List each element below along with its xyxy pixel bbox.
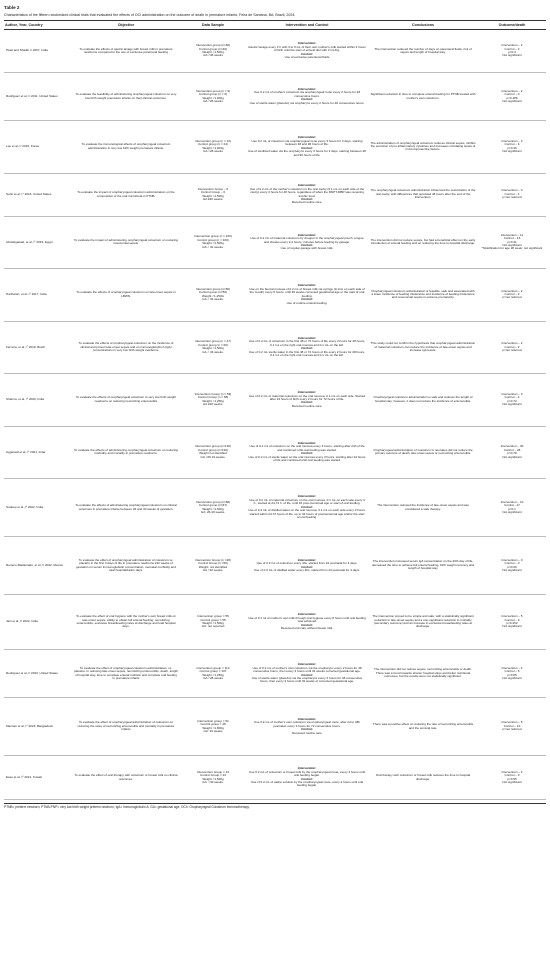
cell-data-sample — [180, 73, 246, 121]
sample-line: GA <28 weeks — [203, 149, 223, 154]
outcome-line: Intervention – 0 — [501, 188, 523, 193]
table-footnote: PTNB= preterm newborn; PTNB-PNP= very low birth weight preterm newborn; IgA= Immunoglobulin A; GA= gestational age; OCI= Oropharyngeal Colostrum Immunotherapy. — [4, 803, 546, 809]
cell-objective: To evaluate the effect of oropharyngeal administration of colostrum vs. placebo in the first 4 days of life in premature newborns ≤32 weeks of gestation on serum immunoglobulin concentration, neonatal morbidity and total hospitalization days. — [72, 537, 180, 595]
cell-author: Aggarwal et al.,¹⁹ 2021, India — [4, 426, 72, 479]
sample-line: Weight <1,500g — [202, 346, 224, 351]
table-row — [4, 426, 546, 479]
intervention-heading: Intervention: — [297, 335, 317, 340]
cell-conclusion: The intervention increased serum IgA concentration on the 20th day of life, decreased the time to achieve full enteral feeding, birth weight recovery and length of hospital stay — [368, 537, 478, 595]
intervention-heading: Intervention: — [297, 390, 317, 395]
outcome-line: p=not referred — [502, 347, 522, 352]
cell-data-sample — [180, 426, 246, 479]
table-row — [4, 756, 546, 800]
sample-line: Intervention group = 55 — [197, 614, 229, 619]
intervention-text: Use of 0.2 mL of the mother's colostrum in the oral cavity (0.1 mL on each side of the cavity) every 3 hours for 48 hours, regardless of when the RNPT-MBP was receiving trophic food. — [249, 186, 365, 198]
sample-line: Control group (n = 66) — [198, 342, 228, 347]
sample-line: Weight: not identified — [198, 564, 228, 569]
cell-outcome — [478, 698, 546, 756]
table-row — [4, 595, 546, 650]
outcome-line: Intervention – 2 — [501, 43, 523, 48]
intervention-text: Gastric lavage every 3 h with 3 to 5 mL of their own mother's milk started within 4 hours of birth until the start of enteral diet with 3 mL/Kg. — [248, 44, 366, 53]
table-row — [4, 173, 546, 216]
cell-intervention-control — [246, 426, 368, 479]
intervention-text: Use of 0.2 mL of colostrum in the first 48 or 72 hours of life every 2 hours for 48 hours, 0.1 mL on the right oral mucosa and 0.1 mL on the left. — [248, 339, 366, 347]
outcome-line: Control – 4 — [504, 395, 520, 400]
sample-line: Weight <1,250G — [201, 293, 225, 298]
outcome-line: p=not referred — [502, 727, 522, 732]
sample-line: Intervention group (n=68) — [195, 499, 231, 504]
sample-line: Intervention Group – 6 — [197, 186, 229, 191]
cell-intervention-control — [246, 30, 368, 73]
cell-outcome — [478, 374, 546, 427]
control-heading: Control: — [301, 622, 313, 627]
outcome-line: Control – 5 — [504, 669, 520, 674]
outcome-line: p=0.1 — [508, 506, 516, 511]
cell-objective: To evaluate the impact of administering oropharyngeal colostrum on reducing nosocomial sepsis. — [72, 216, 180, 269]
cell-objective: To evaluate the feasibility of administering oropharyngeal colostrum to very low birth weight premature infants on their clinical outcomes. — [72, 73, 180, 121]
table-row — [4, 374, 546, 427]
cell-intervention-control — [246, 698, 368, 756]
control-text: Use of 0.2 mL of sterile water on the oral mucosa every 3 hours, starting after 24 hours of life and continued until oral feeding was started. — [248, 454, 366, 463]
cell-author: Romero-Maldonado, et al.,²¹ 2022, Mexico — [4, 537, 72, 595]
cell-objective: To evaluate the effect of oral therapy with colostrum or breast milk on clinical outcomes. — [72, 756, 180, 800]
outcome-line: Control – 9 — [504, 617, 520, 622]
intervention-text: Use of 0.2 mL of maternal colostrum on the oral mucosa, 0.1 mL on each side every 3 h., started at 24-72 h. of life, until 32 post-menstrual age or start of oral feeding. — [249, 497, 365, 506]
sample-line: Control group = 48 — [200, 722, 226, 727]
table-header — [4, 21, 546, 30]
cell-data-sample — [180, 30, 246, 73]
header-data-sample: Data Sample — [180, 21, 246, 30]
cell-intervention-control — [246, 73, 368, 121]
cell-outcome — [478, 537, 546, 595]
header-objective: Objective — [72, 21, 180, 30]
cell-author: Rodriguez et al.,²³ 2023, United States — [4, 650, 72, 698]
control-text: Received routine care — [292, 730, 322, 735]
outcome-line: Control – 0 — [504, 92, 520, 97]
cell-intervention-control — [246, 537, 368, 595]
sample-line: Weight <1,003g — [202, 145, 224, 150]
sample-line: Intervention group (n = 100) — [194, 234, 232, 239]
outcome-line: Intervention – 0 — [501, 557, 523, 562]
sample-line: Intervention group (n = 24) — [195, 138, 231, 143]
intervention-text: Use 0.2 mL of mother's colostrum via oropharyngeal route every 2 hours for 48 consecutive hours. — [253, 90, 361, 98]
sample-line: GA: 26-30 weeks. — [200, 509, 226, 514]
control-text: Use of routine enteral feeding. — [286, 300, 328, 305]
outcome-line: Intervention – 2 — [501, 288, 523, 293]
cell-conclusion: The intervention reduced the incidence of late-onset sepsis and was considered a safe therapy. — [368, 479, 478, 537]
sample-line: Intervention group = 52 — [197, 718, 229, 723]
intervention-heading: Intervention: — [297, 232, 317, 237]
intervention-text: Use of 0.1 ml of mother's own milk through oral hygiene every 8 hours until oral feeding was achieved — [248, 615, 366, 624]
outcome-line: Control – 0 — [504, 561, 520, 566]
control-heading: Control: — [301, 400, 313, 405]
sample-line: Control group (n = 6) — [198, 92, 228, 97]
control-text: Use of 0.2 mL sterile water in the first 48 or 72 hours of life every 2 hours for 48 hours, 0.1 mL on the right oral mucosa and 0.1 mL on the left. — [248, 349, 366, 358]
cell-conclusion: The intervention did not reduce sepsis, necrotizing enterocolitis or death. There was a trend towards shorter hospital stays and better nutritional outcomes, but the results were not statistically significant. — [368, 650, 478, 698]
sample-line: Control group = 55 — [200, 617, 226, 622]
table-row — [4, 698, 546, 756]
outcome-line: p=0.3 — [508, 50, 516, 54]
sample-line: Control Group – 6 — [200, 190, 226, 195]
intervention-heading: Intervention: — [297, 86, 317, 91]
cell-intervention-control — [246, 479, 368, 537]
sample-line: GA <28 weeks — [203, 675, 223, 680]
table-body — [4, 30, 546, 800]
cell-author: Sharma, et al.,¹⁸ 2020, India — [4, 374, 72, 427]
cell-objective: To evaluate the effects of oropharyngeal colostrum on late-onset sepsis in LBWN. — [72, 269, 180, 322]
cell-conclusion: Oropharyngeal colostrum administration is safe and reduces the length of hospital stay; however, it does not reduce the incidence of enterocolitis. — [368, 374, 478, 427]
control-text: Received oral care without breast milk. — [280, 626, 334, 631]
control-heading: Control: — [301, 727, 313, 732]
outcome-line: Control – 2 — [504, 292, 520, 297]
sample-line: GA ≤30 weeks. — [202, 196, 224, 201]
sample-line: GA < 32 weeks. — [202, 244, 224, 249]
intervention-text: Use of 0.2 mL of maternal colostrum on the oral mucosa, 0.1 mL on each side. Started after 24 hours of birth every 2 hours for 72 hours of life. — [248, 393, 366, 402]
control-text: Use of sterilized water via the oropharynx every 3 hours for 3 days, starting between 48 and 96 hours of life. — [248, 149, 366, 157]
cell-data-sample — [180, 216, 246, 269]
table-label: Table 2 — [4, 5, 20, 10]
sample-line: GA <26-31 weeks. — [200, 454, 226, 459]
sample-line: Control group (n = 100) — [197, 237, 229, 242]
outcome-line: Not significant — [502, 675, 522, 680]
cell-data-sample — [180, 121, 246, 174]
outcome-line: Intervention – 3 — [501, 391, 523, 396]
cell-outcome — [478, 650, 546, 698]
control-text: Use of 0.2 mL of distilled water on the oral mucosa, 0.1 mL on each side every 3 hours, started within 24-72 hours of life, up to 32 hours of postmenstrual age and/or the start of oral feeding. — [248, 508, 366, 520]
table-row — [4, 121, 546, 174]
sample-line: Control group (n = 24) — [198, 142, 228, 147]
sample-line: Intervention group (n=56) — [195, 286, 231, 291]
cell-outcome — [478, 595, 546, 650]
cell-intervention-control — [246, 374, 368, 427]
intervention-text: Use of 0.3 mL of colostrum every 4hs, started from 24 postnatal for 4 days. — [256, 561, 358, 566]
cell-objective: To evaluate the effect of oropharyngeal administration of colostrum on reducing the rates of necrotizing enterocolitis and mortality in premature infants — [72, 698, 180, 756]
outcome-line: p=not referred — [502, 295, 522, 300]
cell-intervention-control — [246, 216, 368, 269]
table-row — [4, 650, 546, 698]
outcome-line: Not significant — [502, 402, 522, 407]
sample-line: Intervention group = 113 — [196, 665, 230, 670]
cell-author: Sudeep et al.,²⁰ 2022, India. — [4, 479, 72, 537]
sample-line: GA <36 weeks — [203, 53, 223, 58]
cell-author: Lee et al.,¹³ 2015, Korea — [4, 121, 72, 174]
intervention-text: Use 0.2 mL of colostrum via oropharyngeal route every 3 hours for 3 days, starting between 48 and 96 hours of life. — [251, 138, 363, 147]
intervention-text: Use of 0.2 mL of maternal colostrum by dropper in the oropharyngeal pouch, tongue and cheeks every 2-4 hours, minutes before feeding by gavage. — [250, 236, 364, 244]
outcome-line: Not significant — [502, 242, 522, 247]
cell-outcome — [478, 269, 546, 322]
control-text: Use of 0.3 mL of distilled water every 4hs, started from 24 postnatal for 4 days. — [253, 567, 361, 572]
sample-line: Weight <1,500g — [202, 776, 224, 781]
table-row — [4, 73, 546, 121]
cell-conclusion: Oropharyngeal colostrum administration is feasible, safe and associated with a lower incidence of feeding intolerance and incidence of feeding intolerance and nosocomial sepsis in extreme prematurity. — [368, 269, 478, 322]
sample-line: Intervention Group (n =48) — [195, 557, 231, 562]
intervention-heading: Intervention: — [297, 557, 317, 562]
sample-line: Control Group (n =50) — [198, 561, 228, 566]
cell-author: Hariharan, et al.,¹⁶ 2017, India — [4, 269, 72, 322]
cell-data-sample — [180, 650, 246, 698]
cell-intervention-control — [246, 650, 368, 698]
outcome-line: p=0.95 — [507, 776, 517, 781]
outcome-line: Intervention – 11 — [500, 232, 524, 237]
header-intervention-control: Intervention and Control — [246, 21, 368, 30]
intervention-heading: Intervention: — [297, 440, 317, 445]
cell-outcome — [478, 30, 546, 73]
intervention-heading: Intervention: — [297, 766, 317, 771]
sample-line: Weight <1,500g — [202, 506, 224, 511]
cell-data-sample — [180, 374, 246, 427]
cell-data-sample — [180, 537, 246, 595]
outcome-line: Control – 6 — [504, 142, 520, 147]
sample-line: GA <28 weeks — [203, 98, 223, 103]
sample-line: GA ≤30 weeks. — [202, 402, 224, 407]
cell-data-sample — [180, 173, 246, 216]
cell-intervention-control — [246, 121, 368, 174]
table-row — [4, 321, 546, 374]
cell-author: Ferreira, et al.,¹⁷ 2019, Brazil — [4, 321, 72, 374]
outcome-line: Not significant — [502, 779, 522, 784]
control-heading: Control: — [301, 672, 313, 677]
control-text: Received routine care. — [291, 200, 323, 205]
control-text: Use of sterile water (placebo) via the oropharynx every 2 hours for 48 consecutive hours, then every 3 hours until 32 weeks of corrected gestational age. — [251, 675, 363, 684]
cell-data-sample — [180, 756, 246, 800]
cell-intervention-control — [246, 756, 368, 800]
sample-line: Intervention Group (n = 59) — [194, 391, 232, 396]
cell-objective: To evaluate the effect of oral hygiene with the mother's own breast milk on late-onset sepsis, ability to obtain full enteral feeding, necrotizing enterocolitis, exclusive breastfeeding rates at discharge and total hospital days. — [72, 595, 180, 650]
cell-outcome — [478, 479, 546, 537]
intervention-heading: Intervention: — [297, 716, 317, 721]
intervention-text: Use on the buccal mucosa of 0.2 mL of breast milk via syringe (0.1mL on each side of the mouth) every 6 hours, until 30 weeks corrected gestational age or the start of oral feeding. — [249, 286, 365, 298]
table-row — [4, 216, 546, 269]
outcome-line: Control – 0 — [504, 773, 520, 778]
sample-line: Weight <1,500g — [202, 50, 224, 54]
cell-outcome — [478, 756, 546, 800]
sample-line: Weight <1,500g — [202, 621, 224, 625]
cell-conclusion: The intervention reduced the number of days on parenteral fluids, risk of sepsis and length of hospital stay. — [368, 30, 478, 73]
cell-conclusion: This study could not confirm the hypothesis that oropharyngeal administration of maternal colostrum can reduce the incidence of late-onset sepsis and increase IgA levels. — [368, 321, 478, 374]
cell-conclusion: Oral therapy with colostrum or breast milk reduces the time to hospital discharge. — [368, 756, 478, 800]
cell-objective: To evaluate the effects of administering oropharyngeal colostrum on clinical outcomes in premature infants between 26 and 30 weeks of gestation. — [72, 479, 180, 537]
intervention-heading: Intervention: — [297, 494, 317, 499]
outcome-line: Control – 10 — [503, 723, 521, 728]
sample-line: Intervention group (n=60) — [195, 43, 231, 48]
sample-line: Weight <1,000g — [202, 95, 224, 100]
control-text: Use of sterile water (placebo) via oropharynx every 2 hours for 48 consecutive hours. — [249, 100, 365, 105]
outcome-line: Intervention – 5 — [501, 614, 523, 619]
cell-outcome — [478, 216, 546, 269]
cell-conclusion: Significant reduction in time to complete enteral feeding for PTNB treated with mother's own colostrum. — [368, 73, 478, 121]
sample-line: Intervention group (n=130) — [195, 444, 231, 449]
cell-intervention-control — [246, 173, 368, 216]
intervention-heading: Intervention: — [297, 662, 317, 667]
sample-line: GA: not reported — [201, 624, 225, 629]
control-heading: Control: — [301, 451, 313, 456]
outcome-line: Not significant — [502, 567, 522, 572]
cell-objective: To evaluate the effects of oropharyngeal colostrum to very low birth weight newborns on reducing necrotizing enterocolitis — [72, 374, 180, 427]
outcome-line: Not significant — [502, 53, 522, 58]
outcome-line: Intervention – 3 — [501, 138, 523, 143]
cell-author: Rodriguez et al.,¹² 2011, United States — [4, 73, 72, 121]
outcome-line: p=0.85 — [507, 672, 517, 677]
sample-line: Weight <1,500g — [202, 193, 224, 198]
control-heading: Control: — [301, 504, 313, 509]
sample-line: Weight <1,250g — [202, 672, 224, 677]
outcome-line: p=0.72 — [507, 398, 517, 403]
intervention-heading: Intervention: — [297, 41, 317, 46]
intervention-heading: Intervention: — [297, 612, 317, 617]
cell-outcome — [478, 321, 546, 374]
outcome-line: *Stratification for age 28 week: not significant — [481, 246, 543, 251]
sample-line: GA: <33 weeks. — [202, 779, 224, 784]
intervention-heading: Intervention: — [297, 183, 317, 188]
trials-table — [4, 20, 546, 800]
table-row — [4, 30, 546, 73]
cell-outcome — [478, 426, 546, 479]
control-heading: Control: — [301, 242, 313, 247]
outcome-line: Not significant — [502, 98, 522, 103]
sample-line: GA < 32 weeks. — [202, 297, 224, 302]
sample-line: Control group (n=67) — [198, 503, 228, 508]
table-row — [4, 537, 546, 595]
outcome-line: p=0.06 — [507, 564, 517, 569]
cell-conclusion: The administration of oropharyngeal colostrum reduces clinical sepsis, inhibits the secretion of pro-inflammatory cytokines and increases circulating levels of immunoprotective factors. — [368, 121, 478, 174]
header-conclusions: Conclusions — [368, 21, 478, 30]
cell-author: Patel and Shaikh,¹¹ 2007, India — [4, 30, 72, 73]
control-heading: Control: — [301, 346, 313, 351]
sample-line: Weight <1,800g — [202, 725, 224, 730]
sample-line: Weight not identified — [199, 451, 227, 456]
outcome-line: Not significant — [502, 509, 522, 514]
cell-author: Abd-Elgawad, et al.,¹⁵ 2019, Egypt — [4, 216, 72, 269]
outcome-line: Control – 1 — [504, 191, 520, 196]
cell-objective: To evaluate the effects of gastric lavage with breast milk in premature newborns compared to the use of exclusive parenteral feeding — [72, 30, 180, 73]
intervention-text: Use of 0.2 mL of colostrum on the oral mucosa every 3 hours, starting after 24h of life and continued until oral feeding was started. — [249, 444, 365, 452]
outcome-line: Intervention – 2 — [501, 88, 523, 93]
sample-line: Control Group (n = 58) — [197, 395, 229, 400]
outcome-line: Intervention – 30 — [500, 444, 524, 449]
cell-author: Easo et al.,²⁵ 2021, Kuwait — [4, 756, 72, 800]
control-heading: Control: — [301, 145, 313, 150]
outcome-line: p=0.78 — [507, 451, 517, 456]
cell-intervention-control — [246, 321, 368, 374]
cell-outcome — [478, 73, 546, 121]
outcome-line: Control – 2 — [504, 344, 520, 349]
control-heading: Control: — [301, 776, 313, 781]
header-author: Author, Year, Country — [4, 21, 72, 30]
cell-data-sample — [180, 269, 246, 322]
cell-intervention-control — [246, 269, 368, 322]
control-heading: Control: — [301, 297, 313, 302]
intervention-text: Use 0.2 mL of colostrum or breast milk by the oropharyngeal route, every 4 hours until oral feeding began. — [249, 769, 365, 778]
sample-line: Control group (n=130) — [198, 447, 228, 452]
intervention-heading: Intervention: — [297, 283, 317, 288]
control-text: Use of 0.2 mL of saline solution by the oropharyngeal route, every 4 hours until oral feeding began. — [250, 779, 364, 788]
table-row — [4, 269, 546, 322]
sample-line: Intervention group (n = 9) — [195, 88, 231, 93]
outcome-line: Control –17 — [504, 503, 520, 508]
outcome-line: Not significant — [502, 454, 522, 459]
cell-data-sample — [180, 321, 246, 374]
cell-author: Sohn et al.,¹⁴ 2016, United States — [4, 173, 72, 216]
outcome-line: p=0.31 — [507, 239, 517, 244]
outcome-line: Control – 16 — [503, 236, 521, 241]
sample-line: Weight <1,500g — [202, 241, 224, 246]
outcome-line: p=0.486 — [506, 95, 518, 100]
cell-conclusion: There was a positive effect on reducing the rate of necrotizing enterocolitis and the survival rate. — [368, 698, 478, 756]
outcome-line: Not significant — [502, 624, 522, 629]
outcome-line: p=0.46 — [507, 145, 517, 150]
sample-line: GA < 34 weeks. — [202, 349, 224, 354]
cell-conclusion: Oropharyngeal administration of colostrum in neonates did not reduce the primary outcome of death, late-onset sepsis or necrotizing enterocolitis. — [368, 426, 478, 479]
control-text: Use of regular gavage with breast milk. — [280, 246, 334, 251]
outcome-line: p=0.252 — [506, 621, 518, 625]
outcome-line: Control – 2 — [504, 46, 520, 51]
outcome-line: Intervention – 10 — [500, 499, 524, 504]
intervention-text: Use 0.2 mL of mother's own colostrum via oropharyngeal route, after 24 to 48h postnatal, every 3 hours for 72 consecutive hours. — [254, 720, 360, 728]
table-caption: Characteristics of the fifteen randomized clinical trials that evaluated the effects of OCI administration on the outcome of death in premature infants, Feira de Santana, BA, Brazil, 2024. — [4, 13, 296, 17]
sample-line: Intervention group (n = 47) — [195, 339, 231, 344]
outcome-line: Intervention – 4 — [501, 665, 523, 670]
cell-objective: To evaluate the effect of oropharyngeal colostrum administration- vs. placebo- in reducing late-onset sepsis, necrotizing enterocolitis, death, length of hospital stay, time to complete enteral nutrition and complete oral feeding in premature infants — [72, 650, 180, 698]
outcome-line: Intervention – 2 — [501, 341, 523, 346]
outcome-line: Control – 28 — [503, 447, 521, 452]
cell-data-sample — [180, 479, 246, 537]
outcome-line: Intervention – 5 — [501, 720, 523, 725]
header-outcome: Outcome/death — [478, 21, 546, 30]
outcome-line: Not significant — [502, 149, 522, 154]
control-heading: Control: — [301, 564, 313, 569]
cell-conclusion: The intervention proved to be simple and safe, with a statistically significant reduction in late-onset sepsis and a non-significant reduction in mortality (secondary outcome) and an increase in exclusive breastfeeding rates at discharge. — [368, 595, 478, 650]
cell-conclusion: The oropharyngeal colostrum administration influenced the colonization of the oral cavity, with differences that persisted 48 hours after the end of the intervention. — [368, 173, 478, 216]
cell-author: Jain et al.,²² 2022, India — [4, 595, 72, 650]
sample-line: Control group = 107 — [199, 669, 227, 674]
cell-conclusion: The intervention did not reduce sepsis, but had a beneficial effect on the early introduction of enteral feeding and on reducing the time to hospital discharge. — [368, 216, 478, 269]
sample-line: Control group (n=40) — [198, 46, 228, 51]
control-heading: Control: — [301, 196, 313, 201]
cell-objective: To evaluate the immunological effects of oropharyngeal colostrum administration in very low birth weight premature infants. — [72, 121, 180, 174]
sample-line: Control group (n=56) — [198, 290, 228, 295]
cell-data-sample — [180, 698, 246, 756]
intervention-text: Use of 0.2 mL of mother's own colostrum via the oropharynx every 2 hours for 48 consecutive hours, then every 3 hours until 32 weeks corrected gestational age. — [252, 665, 362, 674]
outcome-line: p=not referred — [502, 195, 522, 200]
sample-line: GA: 34 weeks — [203, 728, 223, 733]
cell-outcome — [478, 173, 546, 216]
control-heading: Control: — [301, 51, 313, 56]
cell-objective: To evaluate the effects of oropharyngeal colostrum on the incidence of clinical and proven late-onset sepsis and on immunoglobulin A (IgA) concentrations in very low birth weight newborns. — [72, 321, 180, 374]
cell-intervention-control — [246, 595, 368, 650]
cell-objective: To evaluate the effects of administering oropharyngeal colostrum on reducing morbidity and mortality in premature newborns. — [72, 426, 180, 479]
cell-objective: To evaluate the impact of oropharyngeal colostrum administration on the composition of the oral microbiota in PTNB. — [72, 173, 180, 216]
sample-line: Control Group = 24 — [200, 773, 226, 778]
sample-line: GA <32 weeks. — [202, 567, 224, 572]
table-row — [4, 479, 546, 537]
control-text: Use of exclusive parenteral fluids — [284, 55, 330, 60]
cell-data-sample — [180, 595, 246, 650]
cell-author: Mannan et al.,²⁴ 2023, Bangladesh — [4, 698, 72, 756]
sample-line: Weight <1,250g — [202, 398, 224, 403]
sample-line: Intervention Group = 24 — [196, 769, 230, 774]
outcome-line: Intervention – 2 — [501, 769, 523, 774]
control-text: Received routine care. — [291, 403, 323, 408]
cell-outcome — [478, 121, 546, 174]
intervention-heading: Intervention: — [297, 135, 317, 140]
control-heading: Control: — [301, 97, 313, 102]
